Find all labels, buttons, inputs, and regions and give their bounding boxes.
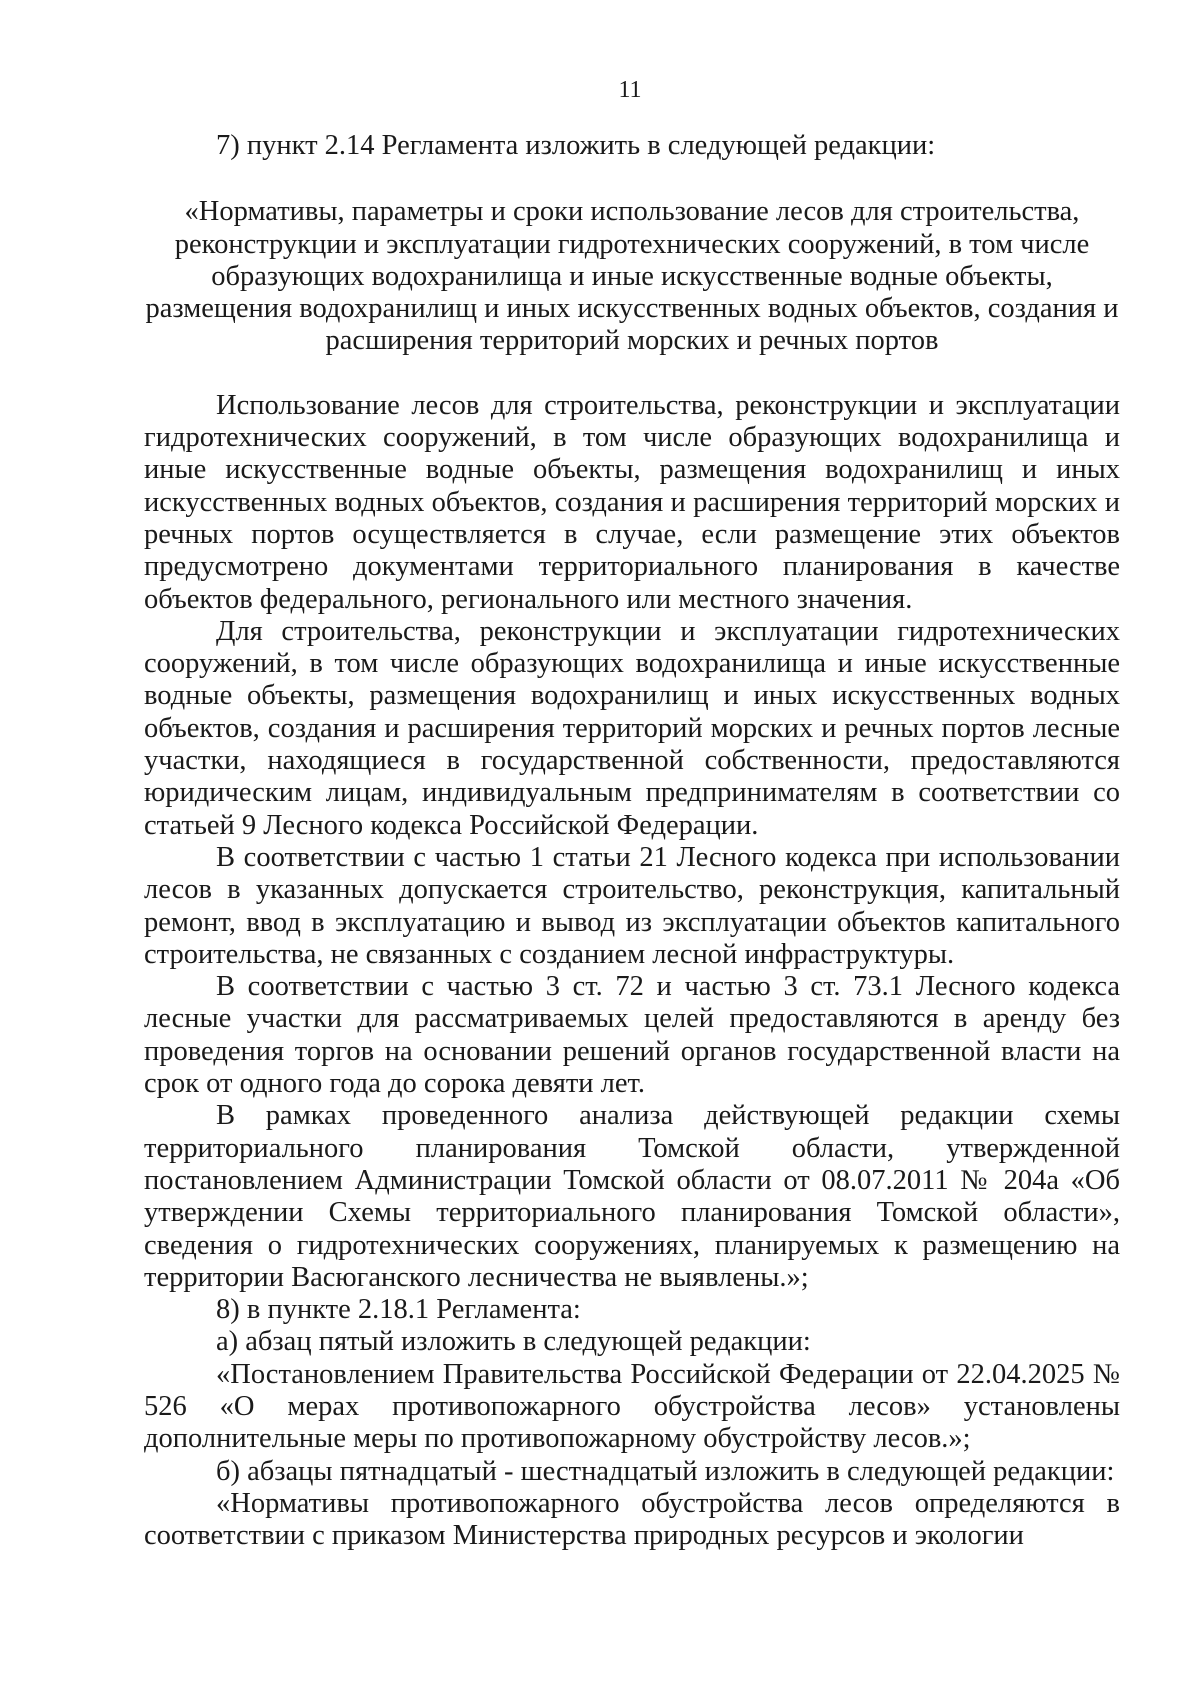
paragraph: «Нормативы противопожарного обустройства лесов определяются в соответствии с приказом Министерства природных ресурсов и экологии — [144, 1487, 1120, 1552]
paragraph: Использование лесов для строительства, реконструкции и эксплуатации гидротехнических сооружений, в том числе образующих водохранилища и иные искусственные водные объекты, размещения водохранилищ и иных искусственных водных объектов, создания и расширения территорий морских и речных портов осуществляется в случае, если размещение этих объектов предусмотрено документами территориального планирования в качестве объектов федерального, регионального или местного значения. — [144, 389, 1120, 615]
paragraph: «Постановлением Правительства Российской Федерации от 22.04.2025 № 526 «О мерах противопожарного обустройства лесов» установлены дополнительные меры по противопожарному обустройству лесов.»; — [144, 1358, 1120, 1455]
title-line: «Нормативы, параметры и сроки использование лесов для строительства, — [184, 196, 1080, 228]
paragraph: Для строительства, реконструкции и эксплуатации гидротехнических сооружений, в том числе образующих водохранилища и иные искусственные водные объекты, размещения водохранилищ и иных искусственных водных объектов, создания и расширения территорий морских и речных портов лесные участки, находящиеся в государственной собственности, предоставляются юридическим лицам, индивидуальным предпринимателям в соответствии со статьей 9 Лесного кодекса Российской Федерации. — [144, 615, 1120, 841]
paragraph: 8) в пункте 2.18.1 Регламента: — [216, 1294, 581, 1326]
document-body — [144, 130, 1120, 1552]
title-line: расширения территорий морских и речных портов — [325, 325, 939, 357]
title-line: образующих водохранилища и иные искусственные водные объекты, — [211, 260, 1053, 292]
page-number: 11 — [618, 77, 642, 103]
section-title — [144, 196, 1120, 357]
title-line: реконструкции и эксплуатации гидротехнических сооружений, в том числе — [174, 228, 1090, 260]
paragraph: б) абзацы пятнадцатый - шестнадцатый изложить в следующей редакции: — [216, 1455, 1115, 1487]
body-paragraphs — [144, 390, 1120, 1553]
title-line: размещения водохранилищ и иных искусственных водных объектов, создания и — [145, 293, 1119, 325]
item-7-lead: 7) пункт 2.14 Регламента изложить в следующей редакции: — [216, 130, 936, 161]
paragraph: В соответствии с частью 3 ст. 72 и частью 3 ст. 73.1 Лесного кодекса лесные участки для рассматриваемых целей предоставляются в аренду без проведения торгов на основании решений органов государственной власти на срок от одного года до сорока девяти лет. — [144, 971, 1120, 1100]
paragraph: а) абзац пятый изложить в следующей редакции: — [216, 1326, 811, 1358]
paragraph: В рамках проведенного анализа действующей редакции схемы территориального планирования Томской области, утвержденной постановлением Администрации Томской области от 08.07.2011 № 204а «Об утверждении Схемы территориального планирования Томской области», сведения о гидротехнических сооружениях, планируемых к размещению на территории Васюганского лесничества не выявлены.»; — [144, 1100, 1120, 1293]
paragraph: В соответствии с частью 1 статьи 21 Лесного кодекса при использовании лесов в указанных допускается строительство, реконструкция, капитальный ремонт, ввод в эксплуатацию и вывод из эксплуатации объектов капитального строительства, не связанных с созданием лесной инфраструктуры. — [144, 841, 1120, 970]
